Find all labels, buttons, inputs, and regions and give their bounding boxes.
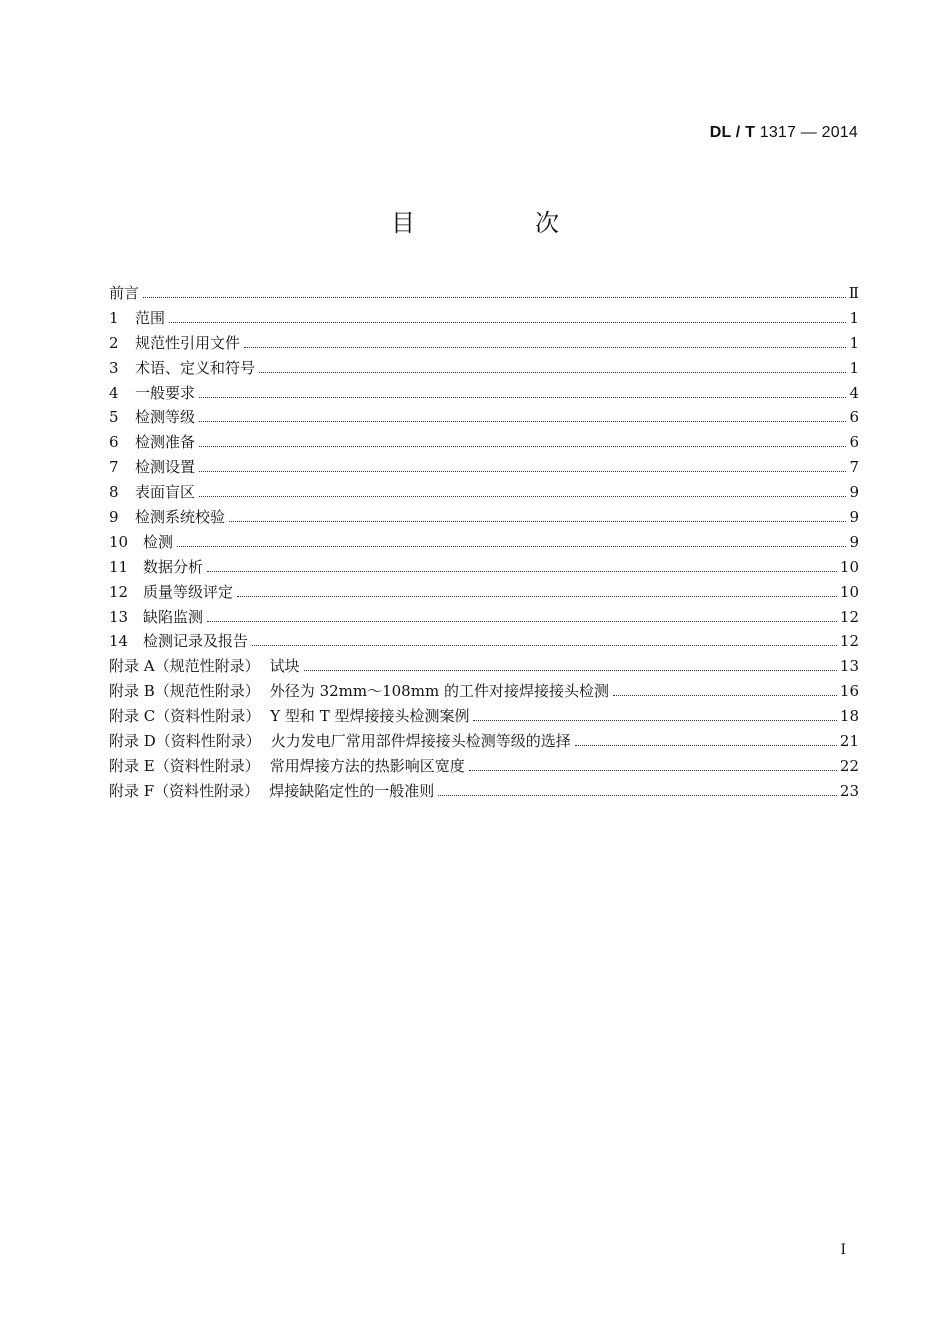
- toc-row-appendix-b[interactable]: [109, 679, 859, 704]
- table-of-contents: [109, 281, 859, 804]
- toc-leader: [252, 644, 837, 646]
- toc-leader: [199, 445, 846, 447]
- toc-label: 焊接缺陷定性的一般准则: [269, 781, 435, 800]
- toc-page-number: 16: [839, 682, 859, 701]
- toc-page-number: 23: [839, 781, 859, 800]
- toc-page-number: 4: [849, 383, 859, 402]
- toc-label: 检测系统校验: [135, 508, 226, 527]
- toc-page-number: 22: [839, 756, 859, 775]
- toc-label: 火力发电厂常用部件焊接接头检测等级的选择: [270, 732, 571, 751]
- toc-page-number: 12: [839, 632, 859, 651]
- toc-section-number: 14: [109, 632, 129, 651]
- toc-leader: [229, 520, 846, 522]
- toc-leader: [207, 570, 837, 572]
- toc-page-number: 9: [849, 508, 859, 527]
- toc-section-number: 2: [109, 333, 119, 352]
- toc-appendix-prefix: 附录 F（资料性附录）: [109, 781, 260, 800]
- toc-page-number: Ⅱ: [848, 284, 859, 302]
- toc-row-10[interactable]: [109, 530, 859, 555]
- standard-code: [710, 124, 858, 142]
- toc-label: 检测等级: [135, 408, 196, 427]
- toc-page-number: 6: [849, 433, 859, 452]
- toc-row-9[interactable]: [109, 505, 859, 530]
- standard-number: 1317 — 2014: [759, 124, 858, 141]
- toc-page-number: 7: [849, 458, 859, 477]
- toc-row-appendix-a[interactable]: [109, 654, 859, 679]
- toc-section-number: 9: [109, 508, 119, 527]
- toc-section-number: 10: [109, 532, 129, 551]
- toc-row-14[interactable]: [109, 629, 859, 654]
- toc-leader: [575, 744, 837, 746]
- toc-label: 缺陷监测: [143, 607, 204, 626]
- toc-label: 检测: [143, 532, 174, 551]
- toc-page-number: 10: [839, 557, 859, 576]
- toc-leader: [199, 495, 846, 497]
- toc-page-number: 13: [839, 657, 859, 676]
- toc-row-2[interactable]: [109, 331, 859, 356]
- toc-section-number: 4: [109, 383, 119, 402]
- toc-section-number: 5: [109, 408, 119, 427]
- toc-row-12[interactable]: [109, 580, 859, 605]
- toc-leader: [237, 595, 837, 597]
- toc-label: 术语、定义和符号: [135, 358, 256, 377]
- toc-leader: [438, 794, 837, 796]
- page-number: I: [840, 1242, 846, 1258]
- toc-appendix-prefix: 附录 C（资料性附录）: [109, 707, 261, 726]
- toc-label: 表面盲区: [135, 483, 196, 502]
- toc-label: 范围: [135, 308, 166, 327]
- toc-leader: [304, 669, 837, 671]
- toc-section-number: 12: [109, 582, 129, 601]
- toc-leader: [177, 545, 846, 547]
- toc-section-number: 13: [109, 607, 129, 626]
- toc-row-6[interactable]: [109, 430, 859, 455]
- toc-label: 质量等级评定: [143, 582, 234, 601]
- toc-leader: [207, 620, 837, 622]
- toc-row-appendix-f[interactable]: [109, 779, 859, 804]
- toc-appendix-prefix: 附录 E（资料性附录）: [109, 756, 260, 775]
- page-title: 目 次: [391, 209, 607, 237]
- toc-leader: [473, 719, 836, 721]
- toc-section-number: 8: [109, 483, 119, 502]
- toc-page-number: 9: [849, 483, 859, 502]
- toc-page-number: 12: [839, 607, 859, 626]
- toc-appendix-prefix: 附录 D（资料性附录）: [109, 732, 261, 751]
- toc-row-5[interactable]: [109, 405, 859, 430]
- toc-label: 数据分析: [143, 557, 204, 576]
- toc-row-foreword[interactable]: [109, 281, 859, 306]
- toc-row-appendix-c[interactable]: [109, 704, 859, 729]
- toc-label: 试块: [269, 657, 300, 676]
- toc-leader: [143, 296, 846, 298]
- toc-page-number: 10: [839, 582, 859, 601]
- toc-page-number: 18: [839, 707, 859, 726]
- toc-row-13[interactable]: [109, 605, 859, 630]
- toc-section-number: 7: [109, 458, 119, 477]
- toc-section-number: 6: [109, 433, 119, 452]
- toc-leader: [259, 371, 846, 373]
- toc-label: 一般要求: [135, 383, 196, 402]
- toc-section-number: 11: [109, 557, 129, 576]
- toc-label: 常用焊接方法的热影响区宽度: [269, 756, 465, 775]
- toc-page-number: 6: [849, 408, 859, 427]
- toc-row-7[interactable]: [109, 455, 859, 480]
- toc-page-number: 1: [849, 358, 859, 377]
- toc-label: 外径为 32mm～108mm 的工件对接焊接接头检测: [269, 682, 609, 701]
- toc-leader: [469, 769, 837, 771]
- toc-row-appendix-d[interactable]: [109, 729, 859, 754]
- toc-section-number: 3: [109, 358, 119, 377]
- toc-row-1[interactable]: [109, 306, 859, 331]
- toc-label: 前言: [109, 284, 140, 302]
- toc-label: 检测准备: [135, 433, 196, 452]
- toc-label: Y 型和 T 型焊接接头检测案例: [270, 707, 470, 726]
- toc-row-appendix-e[interactable]: [109, 754, 859, 779]
- toc-row-4[interactable]: [109, 381, 859, 406]
- toc-section-number: 1: [109, 308, 119, 327]
- toc-leader: [199, 470, 846, 472]
- toc-row-11[interactable]: [109, 555, 859, 580]
- toc-label: 检测设置: [135, 458, 196, 477]
- toc-label: 检测记录及报告: [143, 632, 249, 651]
- toc-leader: [244, 346, 846, 348]
- toc-row-3[interactable]: [109, 356, 859, 381]
- toc-appendix-prefix: 附录 A（规范性附录）: [109, 657, 260, 676]
- toc-row-8[interactable]: [109, 480, 859, 505]
- toc-label: 规范性引用文件: [135, 333, 241, 352]
- toc-leader: [613, 694, 837, 696]
- standard-prefix: DL / T: [709, 124, 756, 141]
- toc-leader: [199, 396, 846, 398]
- toc-page-number: 9: [849, 532, 859, 551]
- toc-appendix-prefix: 附录 B（规范性附录）: [109, 682, 260, 701]
- toc-leader: [199, 420, 846, 422]
- toc-page-number: 21: [839, 732, 859, 751]
- toc-page-number: 1: [849, 333, 859, 352]
- toc-page-number: 1: [849, 308, 859, 327]
- toc-leader: [169, 321, 846, 323]
